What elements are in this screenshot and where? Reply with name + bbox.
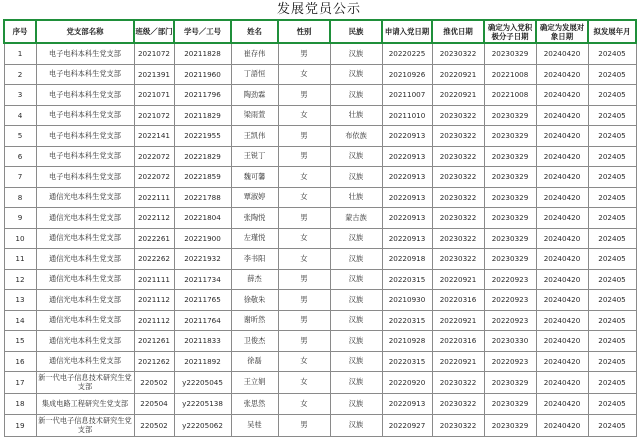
table-cell: 20211829 <box>174 105 231 126</box>
table-cell: 男 <box>278 269 330 290</box>
table-cell: 20221932 <box>174 249 231 270</box>
table-cell: 20240420 <box>536 146 588 167</box>
table-cell: 通信光电本科生党支部 <box>36 187 134 208</box>
table-row <box>4 64 636 85</box>
column-header: 学号／工号 <box>174 20 231 43</box>
table-cell: 20220923 <box>484 351 536 372</box>
table-cell: 汉族 <box>330 146 382 167</box>
table-cell: 20230322 <box>432 249 484 270</box>
table-cell: 丁語恒 <box>231 64 278 85</box>
table-cell: 20220921 <box>432 85 484 106</box>
table-cell: 20240420 <box>536 393 588 415</box>
table-cell: 汉族 <box>330 228 382 249</box>
table-row <box>4 372 636 394</box>
table-cell: 20240420 <box>536 105 588 126</box>
table-row <box>4 415 636 437</box>
table-cell: y22205045 <box>174 372 231 394</box>
table-cell: 16 <box>4 351 36 372</box>
table-cell: 女 <box>278 105 330 126</box>
table-cell: 20220923 <box>484 269 536 290</box>
table-row <box>4 249 636 270</box>
table-cell: 覃淑婷 <box>231 187 278 208</box>
column-header: 姓名 <box>231 20 278 43</box>
table-cell: 20210930 <box>382 290 432 311</box>
table-cell: 2022072 <box>134 146 174 167</box>
table-cell: 汉族 <box>330 269 382 290</box>
table-cell: 20221829 <box>174 146 231 167</box>
table-cell: 2021112 <box>134 310 174 331</box>
table-cell: 汉族 <box>330 372 382 394</box>
table-cell: 20230329 <box>484 249 536 270</box>
table-cell: 电子电科本科生党支部 <box>36 43 134 64</box>
table-cell: 男 <box>278 290 330 311</box>
table-cell: 20220921 <box>432 269 484 290</box>
table-cell: 20210926 <box>382 64 432 85</box>
column-header: 性别 <box>278 20 330 43</box>
table-cell: 20240420 <box>536 290 588 311</box>
table-cell: 电子电科本科生党支部 <box>36 126 134 147</box>
table-cell: 20220923 <box>484 290 536 311</box>
table-cell: 202405 <box>588 393 636 415</box>
table-cell: 20230322 <box>432 126 484 147</box>
table-cell: 集成电路工程研究生党支部 <box>36 393 134 415</box>
table-cell: 20211764 <box>174 310 231 331</box>
table-cell: 电子电科本科生党支部 <box>36 146 134 167</box>
table-cell: 20210928 <box>382 331 432 352</box>
table-cell: 20240420 <box>536 415 588 437</box>
table-cell: 20220315 <box>382 310 432 331</box>
column-header: 推优日期 <box>432 20 484 43</box>
table-cell: 202405 <box>588 126 636 147</box>
table-cell: 崔存伟 <box>231 43 278 64</box>
table-cell: 20211007 <box>382 85 432 106</box>
table-cell: 汉族 <box>330 331 382 352</box>
table-cell: 20240420 <box>536 269 588 290</box>
table-cell: 4 <box>4 105 36 126</box>
table-row <box>4 331 636 352</box>
table-cell: 20220315 <box>382 351 432 372</box>
table-cell: 2022111 <box>134 187 174 208</box>
table-cell: 20211960 <box>174 64 231 85</box>
table-cell: 女 <box>278 249 330 270</box>
table-cell: 20220315 <box>382 269 432 290</box>
table-cell: 20211892 <box>174 351 231 372</box>
table-cell: 17 <box>4 372 36 394</box>
table-cell: 20211010 <box>382 105 432 126</box>
table-cell: 20220923 <box>484 310 536 331</box>
table-cell: 通信光电本科生党支部 <box>36 310 134 331</box>
table-cell: 12 <box>4 269 36 290</box>
table-header-row <box>4 20 636 43</box>
table-cell: 20211833 <box>174 331 231 352</box>
table-cell: 20240420 <box>536 310 588 331</box>
table-cell: 220502 <box>134 415 174 437</box>
table-cell: 新一代电子信息技术研究生党支部 <box>36 372 134 394</box>
table-cell: 卫俊杰 <box>231 331 278 352</box>
table-cell: 20220913 <box>382 228 432 249</box>
table-cell: 20220913 <box>382 167 432 188</box>
table-row <box>4 43 636 64</box>
table-cell: 20230322 <box>432 187 484 208</box>
table-row <box>4 146 636 167</box>
table-cell: 男 <box>278 146 330 167</box>
table-cell: 10 <box>4 228 36 249</box>
column-header: 申请入党日期 <box>382 20 432 43</box>
table-cell: 20230322 <box>432 208 484 229</box>
table-cell: 20240420 <box>536 331 588 352</box>
table-cell: 汉族 <box>330 85 382 106</box>
table-cell: 20230329 <box>484 146 536 167</box>
table-cell: 女 <box>278 167 330 188</box>
table-cell: y22205062 <box>174 415 231 437</box>
table-cell: 20230329 <box>484 167 536 188</box>
table-cell: 2021071 <box>134 85 174 106</box>
table-cell: 15 <box>4 331 36 352</box>
table-cell: 2021072 <box>134 43 174 64</box>
table-cell: 202405 <box>588 331 636 352</box>
table-cell: 20220913 <box>382 126 432 147</box>
table-row <box>4 167 636 188</box>
table-cell: 20240420 <box>536 64 588 85</box>
table-cell: 梁雨萱 <box>231 105 278 126</box>
table-cell: 202405 <box>588 187 636 208</box>
table-cell: 20220316 <box>432 290 484 311</box>
table-cell: 20221900 <box>174 228 231 249</box>
table-cell: 202405 <box>588 167 636 188</box>
table-cell: 20221804 <box>174 208 231 229</box>
table-cell: 2022261 <box>134 228 174 249</box>
table-cell: 20221955 <box>174 126 231 147</box>
table-cell: 20230329 <box>484 415 536 437</box>
table-cell: 左瑾悦 <box>231 228 278 249</box>
table-cell: 20220225 <box>382 43 432 64</box>
table-cell: 20240420 <box>536 208 588 229</box>
table-cell: 2021262 <box>134 351 174 372</box>
table-cell: 202405 <box>588 64 636 85</box>
table-cell: 2021112 <box>134 290 174 311</box>
table-cell: 202405 <box>588 43 636 64</box>
table-cell: 2021261 <box>134 331 174 352</box>
table-cell: 20240420 <box>536 372 588 394</box>
table-row <box>4 290 636 311</box>
table-cell: 男 <box>278 208 330 229</box>
column-header: 拟发展年月 <box>588 20 636 43</box>
table-cell: 20240420 <box>536 351 588 372</box>
table-cell: 女 <box>278 372 330 394</box>
table-cell: 男 <box>278 331 330 352</box>
table-cell: 女 <box>278 393 330 415</box>
table-cell: 20230329 <box>484 43 536 64</box>
table-cell: 20220913 <box>382 393 432 415</box>
table-cell: 20240420 <box>536 249 588 270</box>
table-cell: 20221008 <box>484 64 536 85</box>
table-cell: 20220927 <box>382 415 432 437</box>
table-cell: 202405 <box>588 290 636 311</box>
table-cell: 电子电科本科生党支部 <box>36 167 134 188</box>
table-row <box>4 85 636 106</box>
table-cell: 202405 <box>588 249 636 270</box>
table-cell: 女 <box>278 228 330 249</box>
table-cell: 男 <box>278 415 330 437</box>
table-cell: 20230322 <box>432 167 484 188</box>
table-cell: 20230322 <box>432 415 484 437</box>
table-cell: 20230322 <box>432 105 484 126</box>
table-cell: 汉族 <box>330 393 382 415</box>
table-cell: 20230322 <box>432 146 484 167</box>
table-body <box>4 43 636 436</box>
table-cell: 20240420 <box>536 85 588 106</box>
column-header: 确定为发展对象日期 <box>536 20 588 43</box>
table-row <box>4 310 636 331</box>
table-cell: 谢昕然 <box>231 310 278 331</box>
table-cell: 2022072 <box>134 167 174 188</box>
table-cell: 202405 <box>588 85 636 106</box>
table-cell: 20230322 <box>432 372 484 394</box>
table-cell: 壮族 <box>330 105 382 126</box>
table-cell: 20220921 <box>432 351 484 372</box>
table-cell: 2022112 <box>134 208 174 229</box>
table-cell: 汉族 <box>330 415 382 437</box>
table-cell: 20221788 <box>174 187 231 208</box>
table-cell: 通信光电本科生党支部 <box>36 331 134 352</box>
table-cell: 王立娟 <box>231 372 278 394</box>
table-cell: 18 <box>4 393 36 415</box>
table-cell: 20230322 <box>432 228 484 249</box>
table-cell: 8 <box>4 187 36 208</box>
table-cell: 20230329 <box>484 126 536 147</box>
table-cell: 通信光电本科生党支部 <box>36 351 134 372</box>
table-cell: 徐磊 <box>231 351 278 372</box>
table-cell: 19 <box>4 415 36 437</box>
table-row <box>4 228 636 249</box>
table-cell: 魏可馨 <box>231 167 278 188</box>
table-cell: 20230322 <box>432 43 484 64</box>
table-cell: 蒙古族 <box>330 208 382 229</box>
table-cell: 吴桂 <box>231 415 278 437</box>
table-cell: 徐敬朱 <box>231 290 278 311</box>
table-cell: 汉族 <box>330 310 382 331</box>
table-cell: 男 <box>278 85 330 106</box>
table-cell: 李书阳 <box>231 249 278 270</box>
table-row <box>4 269 636 290</box>
table-cell: 20211828 <box>174 43 231 64</box>
table-cell: 2022262 <box>134 249 174 270</box>
table-cell: 通信光电本科生党支部 <box>36 208 134 229</box>
table-cell: 7 <box>4 167 36 188</box>
table-row <box>4 393 636 415</box>
table-cell: 女 <box>278 64 330 85</box>
table-cell: 20240420 <box>536 167 588 188</box>
table-cell: 5 <box>4 126 36 147</box>
table-cell: 通信光电本科生党支部 <box>36 249 134 270</box>
table-cell: 20211765 <box>174 290 231 311</box>
table-cell: 202405 <box>588 310 636 331</box>
table-cell: 14 <box>4 310 36 331</box>
table-cell: 20221008 <box>484 85 536 106</box>
table-cell: 男 <box>278 126 330 147</box>
table-row <box>4 105 636 126</box>
table-cell: 202405 <box>588 208 636 229</box>
table-cell: 202405 <box>588 269 636 290</box>
table-cell: 女 <box>278 351 330 372</box>
column-header: 党支部名称 <box>36 20 134 43</box>
table-cell: 通信光电本科生党支部 <box>36 269 134 290</box>
table-cell: 2022141 <box>134 126 174 147</box>
table-cell: 2021072 <box>134 105 174 126</box>
table-cell: 王凯伟 <box>231 126 278 147</box>
table-cell: 汉族 <box>330 64 382 85</box>
table-row <box>4 126 636 147</box>
column-header: 民族 <box>330 20 382 43</box>
table-cell: 张思然 <box>231 393 278 415</box>
table-cell: 薛杰 <box>231 269 278 290</box>
column-header: 确定为入党积极分子日期 <box>484 20 536 43</box>
table-cell: 20220913 <box>382 208 432 229</box>
table-cell: 20230329 <box>484 105 536 126</box>
table-cell: 13 <box>4 290 36 311</box>
table-cell: 202405 <box>588 415 636 437</box>
table-cell: 20221859 <box>174 167 231 188</box>
table-cell: 布依族 <box>330 126 382 147</box>
table-cell: 202405 <box>588 228 636 249</box>
table-cell: 202405 <box>588 146 636 167</box>
table-cell: 20230329 <box>484 393 536 415</box>
table-cell: 男 <box>278 310 330 331</box>
table-cell: 通信光电本科生党支部 <box>36 290 134 311</box>
column-header: 班级／部门 <box>134 20 174 43</box>
table-cell: 电子电科本科生党支部 <box>36 64 134 85</box>
table-cell: 1 <box>4 43 36 64</box>
table-cell: 20220316 <box>432 331 484 352</box>
table-row <box>4 208 636 229</box>
table-cell: 20211734 <box>174 269 231 290</box>
column-header: 序号 <box>4 20 36 43</box>
table-cell: 壮族 <box>330 187 382 208</box>
table-cell: 汉族 <box>330 43 382 64</box>
table-cell: 2 <box>4 64 36 85</box>
table-cell: 汉族 <box>330 167 382 188</box>
table-cell: 202405 <box>588 105 636 126</box>
table-cell: 20230329 <box>484 187 536 208</box>
table-cell: 汉族 <box>330 249 382 270</box>
table-row <box>4 187 636 208</box>
table-cell: 女 <box>278 187 330 208</box>
table-cell: 20220913 <box>382 146 432 167</box>
table-cell: y22205138 <box>174 393 231 415</box>
table-cell: 陶劲霖 <box>231 85 278 106</box>
table-cell: 20240420 <box>536 126 588 147</box>
table-cell: 220504 <box>134 393 174 415</box>
table-cell: 20240420 <box>536 228 588 249</box>
table-cell: 20240420 <box>536 43 588 64</box>
table-cell: 9 <box>4 208 36 229</box>
table-cell: 20230322 <box>432 393 484 415</box>
table-cell: 新一代电子信息技术研究生党支部 <box>36 415 134 437</box>
table-cell: 2021111 <box>134 269 174 290</box>
table-row <box>4 351 636 372</box>
candidates-table <box>3 19 637 437</box>
table-cell: 20220920 <box>382 372 432 394</box>
table-cell: 20240420 <box>536 187 588 208</box>
table-cell: 电子电科本科生党支部 <box>36 85 134 106</box>
table-cell: 202405 <box>588 351 636 372</box>
table-cell: 11 <box>4 249 36 270</box>
table-cell: 汉族 <box>330 351 382 372</box>
table-cell: 20220913 <box>382 187 432 208</box>
table-cell: 20220921 <box>432 310 484 331</box>
table-cell: 20220918 <box>382 249 432 270</box>
table-cell: 王锐丁 <box>231 146 278 167</box>
table-cell: 220502 <box>134 372 174 394</box>
table-cell: 汉族 <box>330 290 382 311</box>
table-cell: 电子电科本科生党支部 <box>36 105 134 126</box>
table-cell: 20230329 <box>484 372 536 394</box>
table-cell: 3 <box>4 85 36 106</box>
table-cell: 通信光电本科生党支部 <box>36 228 134 249</box>
table-cell: 202405 <box>588 372 636 394</box>
table-cell: 张陶悦 <box>231 208 278 229</box>
page-title: 发展党员公示 <box>276 2 361 17</box>
table-cell: 20211796 <box>174 85 231 106</box>
table-cell: 20220921 <box>432 64 484 85</box>
table-cell: 6 <box>4 146 36 167</box>
table-cell: 20230330 <box>484 331 536 352</box>
table-cell: 2021391 <box>134 64 174 85</box>
table-cell: 20230329 <box>484 208 536 229</box>
table-cell: 男 <box>278 43 330 64</box>
table-cell: 20230329 <box>484 228 536 249</box>
